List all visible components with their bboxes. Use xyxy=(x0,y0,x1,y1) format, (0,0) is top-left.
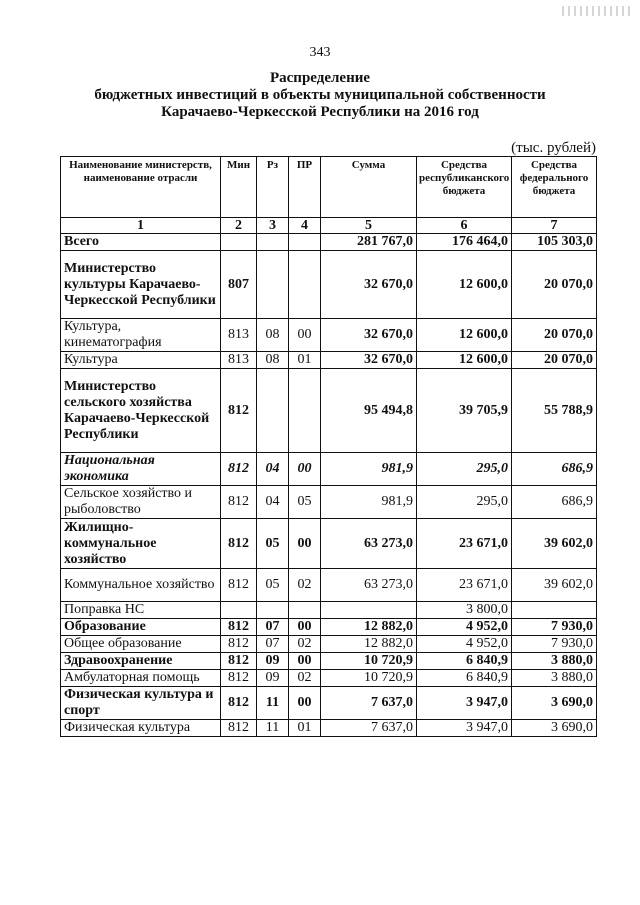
header-federal-budget: Средства федерального бюджета xyxy=(512,157,597,218)
cell-name: Образование xyxy=(61,619,221,636)
unit-label: (тыс. рублей) xyxy=(511,140,596,156)
table-row xyxy=(61,687,597,720)
cell-rep: 6 840,9 xyxy=(417,653,512,670)
title-line-3: Карачаево-Черкесской Республики на 2016 год xyxy=(161,104,479,120)
table-body xyxy=(61,234,597,737)
cell-fed: 20 070,0 xyxy=(512,319,597,352)
cell-rep: 4 952,0 xyxy=(417,619,512,636)
cell-fed: 105 303,0 xyxy=(512,234,597,251)
cell-rz: 04 xyxy=(257,486,289,519)
cell-pr: 00 xyxy=(289,687,321,720)
cell-fed: 3 880,0 xyxy=(512,670,597,687)
cell-rz: 08 xyxy=(257,319,289,352)
cell-rz: 11 xyxy=(257,720,289,737)
table-row xyxy=(61,670,597,687)
cell-name: Амбулаторная помощь xyxy=(61,670,221,687)
cell-min xyxy=(221,602,257,619)
cell-sum: 63 273,0 xyxy=(321,519,417,569)
table-row xyxy=(61,453,597,486)
cell-rz xyxy=(257,602,289,619)
cell-sum: 10 720,9 xyxy=(321,670,417,687)
scan-pen-mark xyxy=(562,6,632,16)
cell-min: 812 xyxy=(221,569,257,602)
cell-rz xyxy=(257,369,289,453)
cell-rz xyxy=(257,251,289,319)
column-number: 5 xyxy=(321,218,417,234)
table-row xyxy=(61,319,597,352)
table-row xyxy=(61,720,597,737)
cell-rz: 07 xyxy=(257,636,289,653)
cell-pr: 00 xyxy=(289,653,321,670)
cell-min: 812 xyxy=(221,653,257,670)
cell-sum: 32 670,0 xyxy=(321,319,417,352)
cell-rz: 04 xyxy=(257,453,289,486)
cell-sum: 981,9 xyxy=(321,453,417,486)
cell-pr: 02 xyxy=(289,569,321,602)
header-row xyxy=(61,157,597,218)
cell-fed: 39 602,0 xyxy=(512,519,597,569)
cell-sum xyxy=(321,602,417,619)
column-number: 2 xyxy=(221,218,257,234)
cell-min: 812 xyxy=(221,369,257,453)
cell-fed: 7 930,0 xyxy=(512,619,597,636)
column-number: 7 xyxy=(512,218,597,234)
cell-pr: 05 xyxy=(289,486,321,519)
column-number: 6 xyxy=(417,218,512,234)
cell-pr: 02 xyxy=(289,670,321,687)
cell-rep: 3 800,0 xyxy=(417,602,512,619)
cell-rep: 3 947,0 xyxy=(417,687,512,720)
cell-name: Культура, кинематография xyxy=(61,319,221,352)
table-row xyxy=(61,636,597,653)
cell-pr: 01 xyxy=(289,720,321,737)
cell-fed: 686,9 xyxy=(512,453,597,486)
cell-name: Здравоохранение xyxy=(61,653,221,670)
cell-fed xyxy=(512,602,597,619)
cell-rep: 176 464,0 xyxy=(417,234,512,251)
cell-rep: 12 600,0 xyxy=(417,352,512,369)
cell-rep: 6 840,9 xyxy=(417,670,512,687)
cell-sum: 63 273,0 xyxy=(321,569,417,602)
cell-fed: 20 070,0 xyxy=(512,251,597,319)
table-row xyxy=(61,251,597,319)
cell-min: 812 xyxy=(221,486,257,519)
table-row xyxy=(61,653,597,670)
cell-fed: 55 788,9 xyxy=(512,369,597,453)
header-republic-budget: Средства республиканского бюджета xyxy=(417,157,512,218)
cell-rep: 295,0 xyxy=(417,486,512,519)
cell-rep: 23 671,0 xyxy=(417,569,512,602)
column-number: 4 xyxy=(289,218,321,234)
cell-name: Министерство сельского хозяйства Карачаево-Черкесской Республики xyxy=(61,369,221,453)
table-row xyxy=(61,619,597,636)
cell-min: 813 xyxy=(221,352,257,369)
table-row xyxy=(61,602,597,619)
cell-rz: 08 xyxy=(257,352,289,369)
cell-min: 812 xyxy=(221,453,257,486)
cell-pr xyxy=(289,369,321,453)
cell-sum: 32 670,0 xyxy=(321,352,417,369)
cell-rep: 4 952,0 xyxy=(417,636,512,653)
cell-rep: 12 600,0 xyxy=(417,251,512,319)
cell-sum: 7 637,0 xyxy=(321,720,417,737)
cell-min: 807 xyxy=(221,251,257,319)
cell-fed: 20 070,0 xyxy=(512,352,597,369)
cell-name: Жилищно-коммунальное хозяйство xyxy=(61,519,221,569)
cell-sum: 32 670,0 xyxy=(321,251,417,319)
cell-pr: 00 xyxy=(289,619,321,636)
cell-name: Поправка НС xyxy=(61,602,221,619)
cell-min: 813 xyxy=(221,319,257,352)
cell-rep: 12 600,0 xyxy=(417,319,512,352)
cell-pr: 02 xyxy=(289,636,321,653)
cell-sum: 10 720,9 xyxy=(321,653,417,670)
cell-name: Физическая культура xyxy=(61,720,221,737)
cell-name: Национальная экономика xyxy=(61,453,221,486)
budget-table xyxy=(60,156,597,737)
cell-rep: 3 947,0 xyxy=(417,720,512,737)
header-min: Мин xyxy=(221,157,257,218)
cell-sum: 12 882,0 xyxy=(321,619,417,636)
cell-sum: 12 882,0 xyxy=(321,636,417,653)
cell-pr: 00 xyxy=(289,519,321,569)
cell-min: 812 xyxy=(221,636,257,653)
cell-min: 812 xyxy=(221,687,257,720)
cell-rz: 05 xyxy=(257,519,289,569)
cell-rz: 09 xyxy=(257,670,289,687)
cell-min: 812 xyxy=(221,519,257,569)
column-number: 1 xyxy=(61,218,221,234)
cell-fed: 39 602,0 xyxy=(512,569,597,602)
cell-name: Сельское хозяйство и рыболовство xyxy=(61,486,221,519)
cell-name: Общее образование xyxy=(61,636,221,653)
cell-rep: 23 671,0 xyxy=(417,519,512,569)
column-number-row xyxy=(61,218,597,234)
document-title xyxy=(0,70,640,121)
header-sum: Сумма xyxy=(321,157,417,218)
cell-min: 812 xyxy=(221,720,257,737)
cell-pr: 00 xyxy=(289,453,321,486)
cell-rz: 07 xyxy=(257,619,289,636)
cell-pr: 00 xyxy=(289,319,321,352)
cell-rep: 295,0 xyxy=(417,453,512,486)
cell-sum: 95 494,8 xyxy=(321,369,417,453)
title-line-2: бюджетных инвестиций в объекты муниципальной собственности xyxy=(94,87,546,103)
cell-name: Министерство культуры Карачаево-Черкесской Республики xyxy=(61,251,221,319)
cell-pr xyxy=(289,251,321,319)
cell-pr: 01 xyxy=(289,352,321,369)
cell-sum: 7 637,0 xyxy=(321,687,417,720)
cell-name: Всего xyxy=(61,234,221,251)
title-line-1: Распределение xyxy=(269,70,371,86)
column-number: 3 xyxy=(257,218,289,234)
table-row xyxy=(61,234,597,251)
cell-name: Коммунальное хозяйство xyxy=(61,569,221,602)
table-row xyxy=(61,569,597,602)
cell-min xyxy=(221,234,257,251)
cell-rep: 39 705,9 xyxy=(417,369,512,453)
cell-rz: 09 xyxy=(257,653,289,670)
table-row xyxy=(61,486,597,519)
cell-fed: 3 690,0 xyxy=(512,720,597,737)
cell-fed: 7 930,0 xyxy=(512,636,597,653)
table-row xyxy=(61,519,597,569)
cell-min: 812 xyxy=(221,619,257,636)
table-row xyxy=(61,369,597,453)
cell-rz: 05 xyxy=(257,569,289,602)
cell-fed: 3 690,0 xyxy=(512,687,597,720)
header-pr: ПР xyxy=(289,157,321,218)
cell-pr xyxy=(289,234,321,251)
cell-pr xyxy=(289,602,321,619)
cell-rz xyxy=(257,234,289,251)
cell-fed: 3 880,0 xyxy=(512,653,597,670)
header-name: Наименование министерств, наименование отрасли xyxy=(61,157,221,218)
cell-fed: 686,9 xyxy=(512,486,597,519)
page-number: 343 xyxy=(309,45,331,60)
cell-min: 812 xyxy=(221,670,257,687)
cell-rz: 11 xyxy=(257,687,289,720)
cell-sum: 981,9 xyxy=(321,486,417,519)
cell-name: Культура xyxy=(61,352,221,369)
header-rz: Рз xyxy=(257,157,289,218)
cell-name: Физическая культура и спорт xyxy=(61,687,221,720)
table-row xyxy=(61,352,597,369)
cell-sum: 281 767,0 xyxy=(321,234,417,251)
